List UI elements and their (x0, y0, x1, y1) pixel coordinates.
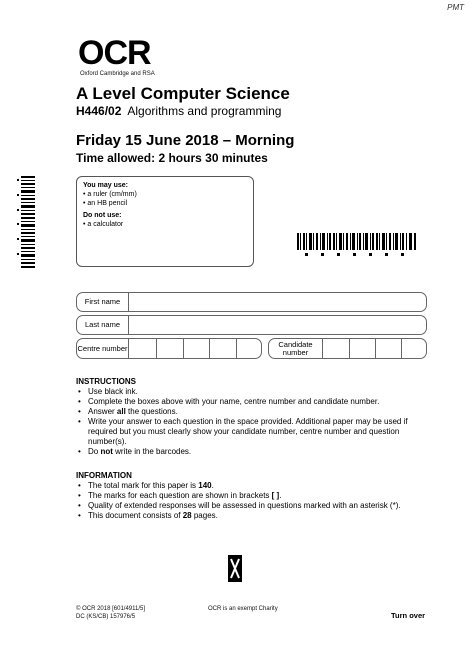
instruction-item: • Answer all the questions. (76, 407, 416, 417)
last-name-label: Last name (77, 316, 129, 334)
component-title (76, 104, 281, 118)
instructions-heading: INSTRUCTIONS (76, 377, 136, 386)
charity-text: OCR is an exempt Charity (208, 606, 278, 612)
information-item: • Quality of extended responses will be assessed in questions marked with an asterisk (*). (76, 501, 416, 511)
logo-tagline: Oxford Cambridge and RSA (80, 71, 155, 77)
time-allowed: Time allowed: 2 hours 30 minutes (76, 151, 268, 165)
instruction-item: • Complete the boxes above with your name, centre number and candidate number. (76, 397, 416, 407)
centre-number-label: Centre number (77, 339, 129, 358)
information-item: • This document consists of 28 pages. (76, 511, 416, 521)
footer-left (76, 605, 145, 621)
vertical-barcode (17, 176, 37, 268)
not-use-item: • a calculator (83, 221, 124, 228)
may-use-item: • a ruler (cm/mm) (83, 191, 137, 198)
information-item: • The marks for each question are shown in brackets [ ]. (76, 491, 416, 501)
ocr-logo: OCR (78, 34, 151, 72)
corner-label: PMT (447, 3, 464, 12)
paper-code: H446/02 (76, 104, 122, 118)
copyright-text: © OCR 2018 [601/4911/5] (76, 606, 146, 612)
component-name: Algorithms and programming (127, 104, 282, 118)
qualification-title: A Level Computer Science (76, 84, 290, 103)
instruction-item: • Use black ink. (76, 387, 416, 397)
centre-number-field[interactable] (76, 338, 262, 359)
instruction-item: • Do not write in the barcodes. (76, 447, 416, 457)
turn-over-label: Turn over (391, 611, 426, 620)
first-name-label: First name (77, 293, 129, 311)
page-mark-icon (228, 555, 242, 582)
last-name-field[interactable] (76, 315, 427, 335)
may-use-item: • an HB pencil (83, 200, 128, 207)
instruction-item: • Write your answer to each question in the space provided. Additional paper may be used if required but you must clearly show your candidate number, centre number and question number(s). (76, 417, 416, 447)
exam-date: Friday 15 June 2018 – Morning (76, 132, 295, 149)
candidate-number-field[interactable] (268, 338, 427, 359)
materials-box (76, 176, 254, 267)
information-section (76, 471, 416, 521)
first-name-field[interactable] (76, 292, 427, 312)
candidate-number-label: Candidate number (269, 339, 323, 358)
may-use-heading: You may use: (83, 182, 128, 189)
horizontal-barcode (297, 233, 417, 257)
instructions-section (76, 377, 416, 457)
not-use-heading: Do not use: (83, 212, 122, 219)
information-item: • The total mark for this paper is 140. (76, 481, 416, 491)
reference-text: DC (KS/CB) 157976/5 (76, 614, 136, 620)
information-heading: INFORMATION (76, 471, 132, 480)
